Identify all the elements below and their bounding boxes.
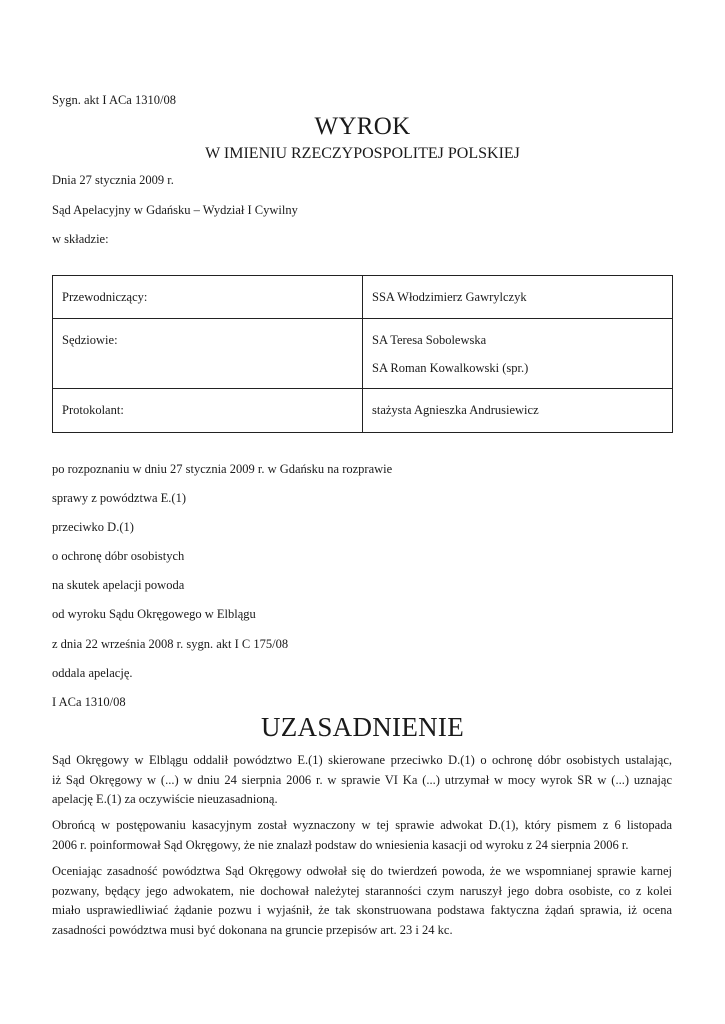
justification-paragraph [52,862,672,940]
paragraph-line: Oceniając zasadność powództwa Sąd Okręgowy odwołał się do twierdzeń powoda, że we wspomnianej sprawie karnej [52,864,672,878]
proceedings-line: po rozpoznaniu w dniu 27 stycznia 2009 r. w Gdańsku na rozprawie [52,462,393,476]
judgment-title: WYROK [314,113,411,140]
panel-role-cell [53,276,363,319]
proceedings-line: przeciwko D.(1) [52,520,134,534]
composition-label: w składzie: [52,232,109,246]
panel-name: stażysta Agnieszka Andrusiewicz [372,403,539,417]
paragraph-line: 2006 r. poinformował Sąd Okręgowy, że nie znalazł podstaw do wniesienia kasacji od wyroku z 24 sierpnia 2006 r. [52,837,629,852]
proceedings-line: na skutek apelacji powoda [52,578,185,592]
panel-role-cell [53,319,363,389]
panel-role: Protokolant: [62,403,124,417]
panel-name: SSA Włodzimierz Gawrylczyk [372,290,527,304]
panel-names-cell [363,276,673,319]
paragraph-line: Sąd Okręgowy w Elblągu oddalił powództwo E.(1) skierowane przeciwko D.(1) o ochronę dóbr osobistych ustalając, [52,753,672,767]
proceedings-line: z dnia 22 września 2008 r. sygn. akt I C 175/08 [52,637,289,651]
panel-row-judges [53,319,673,389]
proceedings-line: sprawy z powództwa E.(1) [52,491,186,505]
proceedings-line: od wyroku Sądu Okręgowego w Elblągu [52,607,256,621]
panel-row-chair [53,276,673,319]
justification-title: UZASADNIENIE [260,712,465,742]
paragraph-line: pozwany, będący jego adwokatem, nie dochował należytej staranności czym naruszył jego dobra osobiste, co z kolei [52,883,672,898]
panel-role: Sędziowie: [62,333,118,347]
panel-names-cell [363,389,673,433]
judgment-date: Dnia 27 stycznia 2009 r. [52,173,174,187]
proceedings-line: o ochronę dóbr osobistych [52,549,185,563]
panel-role: Przewodniczący: [62,290,148,304]
paragraph-line: zasadności powództwa musi być dokonana na gruncie przepisów art. 23 i 24 kc. [52,922,453,937]
panel-name: SA Roman Kowalkowski (spr.) [372,361,529,375]
justification-paragraph [52,751,672,810]
panel-row-clerk [53,389,673,433]
paragraph-line: Obrońcą w postępowaniu kasacyjnym został wyznaczony w tej sprawie adwokat D.(1), który pismem z 6 listopada [52,818,672,832]
panel-name: SA Teresa Sobolewska [372,333,487,347]
court-name: Sąd Apelacyjny w Gdańsku – Wydział I Cywilny [52,203,298,217]
paragraph-line: iż Sąd Okręgowy w (...) w dniu 24 sierpnia 2006 r. w sprawie VI Ka (...) utrzymał w mocy wyrok SR w (...) uznając [52,772,672,787]
panel-role-cell [53,389,363,433]
case-signature: Sygn. akt I ACa 1310/08 [52,93,176,107]
paragraph-line: apelację E.(1) za oczywiście nieuzasadnioną. [52,792,278,806]
judgment-subtitle: W IMIENIU RZECZYPOSPOLITEJ POLSKIEJ [205,145,520,162]
paragraph-line: miało usprawiedliwiać żądanie pozwu i wyjaśnił, że tak skonstruowana podstawa faktyczna żądań sprawia, iż ocena [52,903,672,917]
panel-names-cell [363,319,673,389]
case-reference: I ACa 1310/08 [52,695,126,709]
justification-paragraph [52,816,672,855]
verdict-line: oddala apelację. [52,666,133,680]
court-panel-table [52,275,673,433]
